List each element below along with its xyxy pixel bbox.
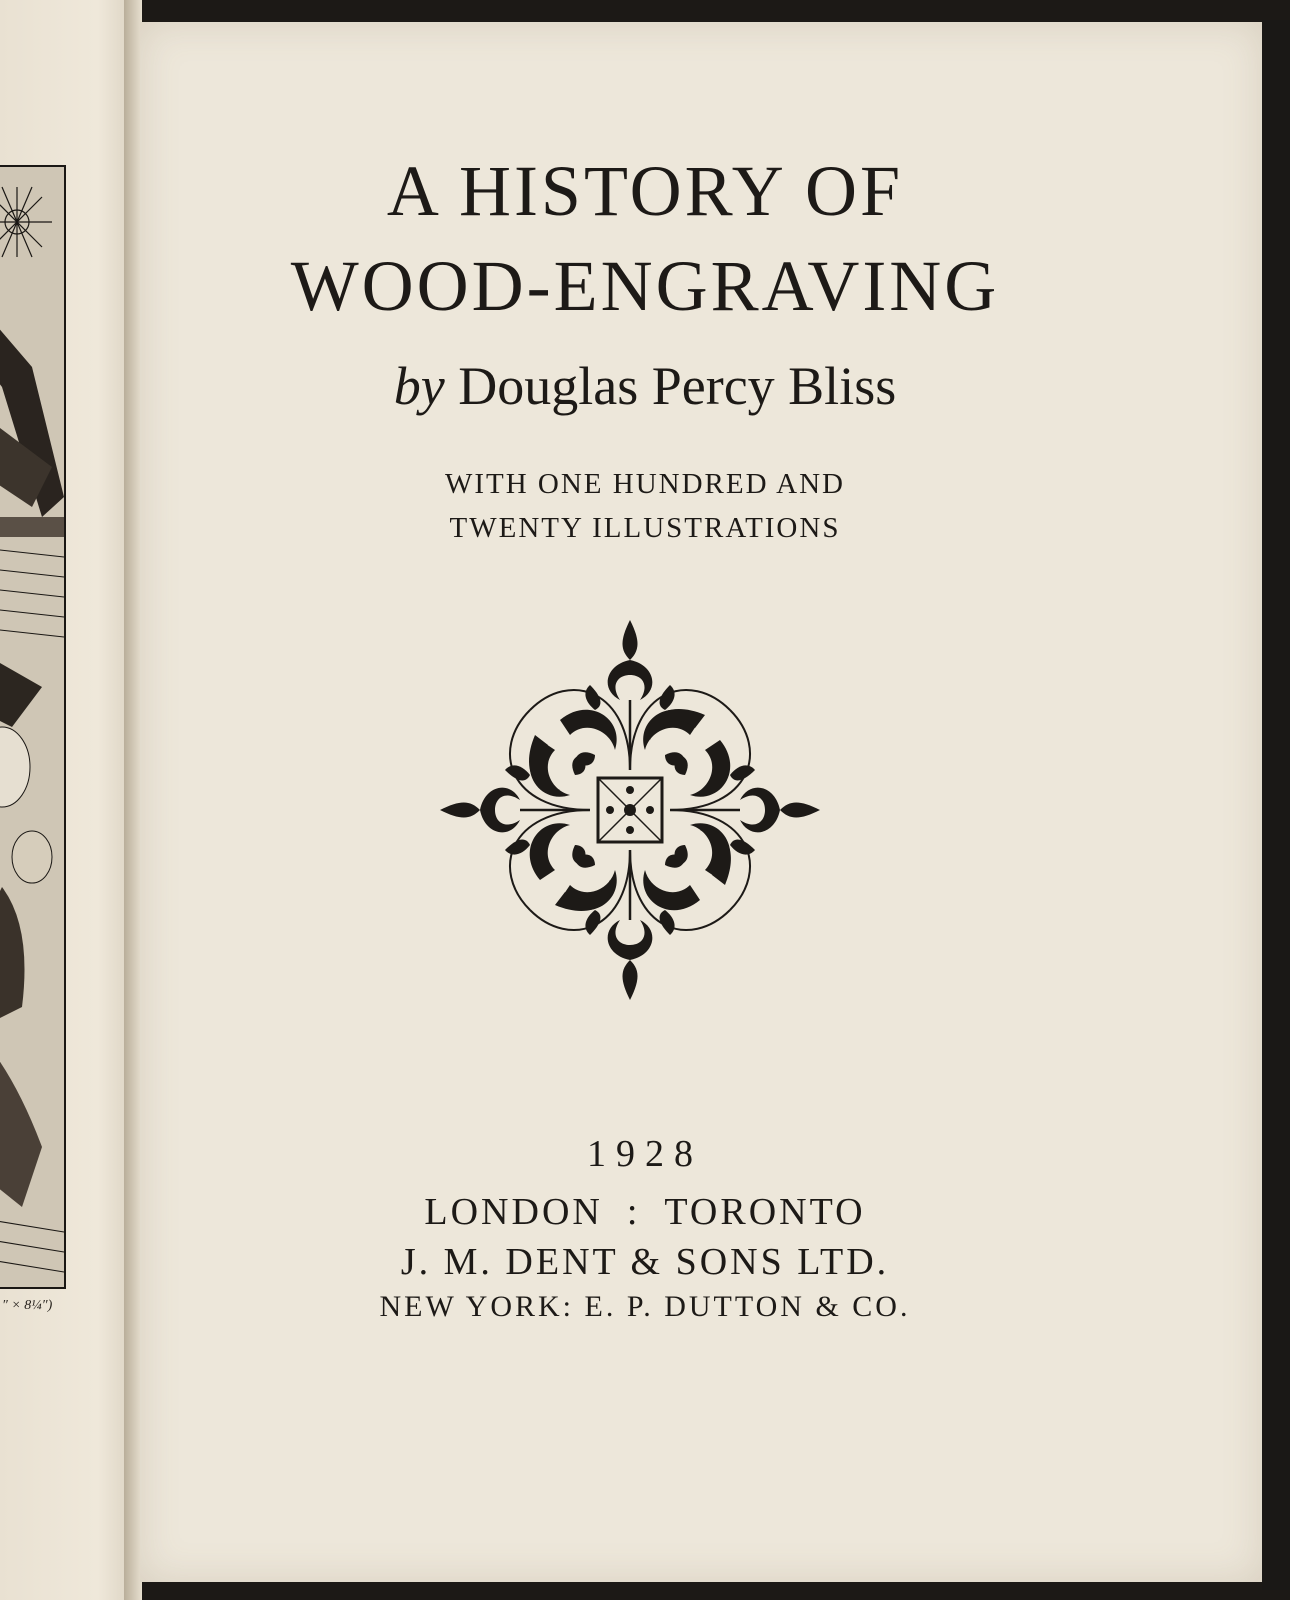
frontispiece-woodcut [0,165,66,1289]
place-london: LONDON [424,1191,603,1233]
facing-page [0,0,140,1600]
subtitle-line-1: WITH ONE HUNDRED AND [444,468,846,500]
publication-year: 1928 [587,1133,703,1175]
author-name: Douglas Percy Bliss [458,356,897,416]
author-by: by [393,356,445,416]
publisher-name: J. M. DENT & SONS LTD. [400,1241,890,1283]
plate-caption: ″ × 8¼″) [2,1298,53,1313]
place-separator: : [626,1191,641,1233]
subtitle-line-2: TWENTY ILLUSTRATIONS [449,512,841,544]
new-york-imprint: NEW YORK: E. P. DUTTON & CO. [379,1290,911,1323]
author-line [0,355,1290,417]
imprint-places [0,1190,1290,1234]
place-toronto: TORONTO [664,1191,866,1233]
title-line-2: WOOD-ENGRAVING [290,246,1000,326]
printers-ornament-icon [430,610,830,1010]
title-line-1: A HISTORY OF [386,151,904,231]
